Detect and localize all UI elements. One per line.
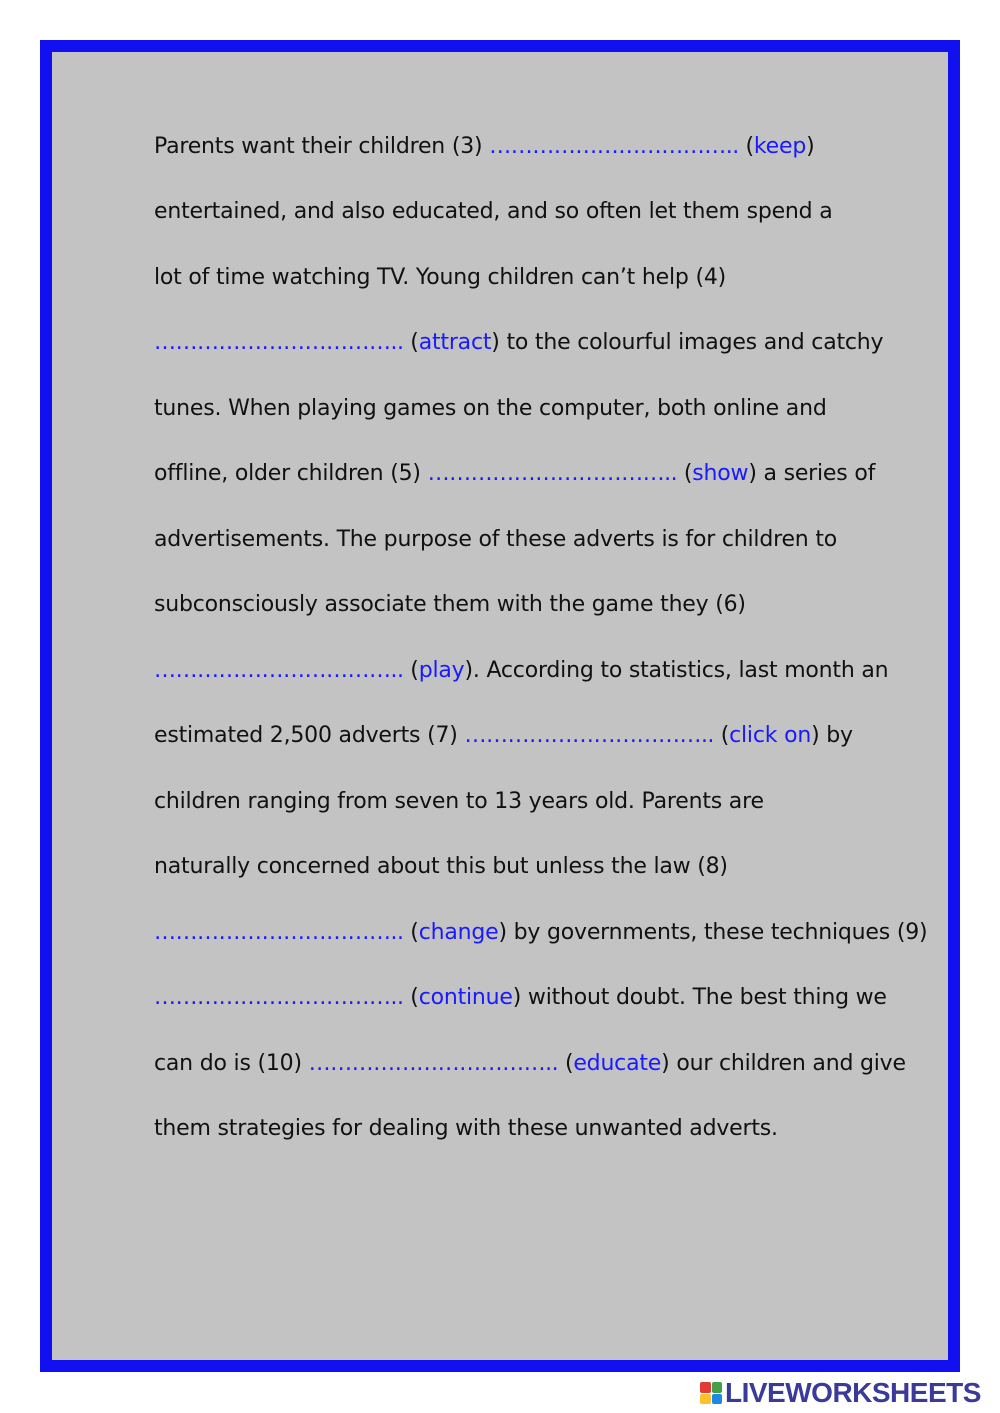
answer-blank-5[interactable]: …………………………….. <box>427 461 678 486</box>
verb-hint: show <box>692 461 749 486</box>
text-line-13: …………………………….. (change) by governments, these techniques (9) <box>154 920 928 945</box>
line-text: tunes. When playing games on the computer, both online and <box>154 396 827 421</box>
verb-hint: attract <box>418 330 492 355</box>
liveworksheets-logo <box>700 1376 981 1410</box>
text-line-11 <box>154 787 764 817</box>
line-text: ) by <box>811 723 853 748</box>
text-line-4: …………………………….. (attract) to the colourful images and catchy <box>154 330 884 355</box>
line-text: naturally concerned about this but unless the law (8) <box>154 854 728 879</box>
line-text: offline, older children (5) <box>154 461 428 486</box>
text-line-2 <box>154 197 833 227</box>
verb-hint: click on <box>729 723 812 748</box>
verb-hint: play <box>418 658 465 683</box>
line-text: ). According to statistics, last month an <box>464 658 889 683</box>
text-line-9: …………………………….. (play). According to statistics, last month an <box>154 658 889 683</box>
line-text: advertisements. The purpose of these adverts is for children to <box>154 527 838 552</box>
verb-hint: keep <box>753 134 807 159</box>
text-line-6: offline, older children (5) …………………………….. (show) a series of <box>154 461 876 486</box>
logo-text: LIVEWORKSHEETS <box>725 1377 981 1408</box>
line-text: can do is (10) <box>154 1051 309 1076</box>
answer-blank-10[interactable]: …………………………….. <box>308 1051 559 1076</box>
text-line-1: Parents want their children (3) …………………………….. (keep) <box>154 134 815 159</box>
line-text: subconsciously associate them with the game they (6) <box>154 592 746 617</box>
text-line-10: estimated 2,500 adverts (7) …………………………….. (click on) by <box>154 723 853 748</box>
line-text: ) by governments, these techniques (9) <box>498 920 928 945</box>
liveworksheets-logo-icon <box>700 1382 722 1404</box>
answer-blank-4[interactable]: …………………………….. <box>154 330 404 355</box>
line-text: ) to the colourful images and catchy <box>491 330 884 355</box>
line-text: estimated 2,500 adverts (7) <box>154 723 465 748</box>
line-text: ) <box>806 134 815 159</box>
text-line-7 <box>154 525 837 555</box>
line-text: entertained, and also educated, and so often let them spend a <box>154 199 833 224</box>
worksheet-panel <box>52 52 948 1360</box>
text-line-14: …………………………….. (continue) without doubt. The best thing we <box>154 985 887 1010</box>
verb-hint: continue <box>418 985 513 1010</box>
text-line-15: can do is (10) …………………………….. (educate) our children and give <box>154 1051 906 1076</box>
answer-blank-6[interactable]: …………………………….. <box>154 658 404 683</box>
line-text: ) without doubt. The best thing we <box>512 985 887 1010</box>
answer-blank-8[interactable]: …………………………….. <box>154 920 404 945</box>
text-line-12 <box>154 852 728 882</box>
line-text: ) a series of <box>748 461 876 486</box>
line-text: lot of time watching TV. Young children can’t help (4) <box>154 265 727 290</box>
line-text: ) our children and give <box>661 1051 906 1076</box>
answer-blank-7[interactable]: …………………………….. <box>464 723 714 748</box>
verb-hint: educate <box>573 1051 662 1076</box>
verb-hint: change <box>418 920 499 945</box>
text-line-16 <box>154 1114 778 1144</box>
worksheet-border <box>40 40 960 1372</box>
answer-blank-9[interactable]: …………………………….. <box>154 985 404 1010</box>
text-line-8 <box>154 590 746 620</box>
line-text: children ranging from seven to 13 years old. Parents are <box>154 789 764 814</box>
line-text: them strategies for dealing with these unwanted adverts. <box>154 1116 778 1141</box>
text-line-3 <box>154 263 726 293</box>
text-line-5 <box>154 394 827 424</box>
line-text: Parents want their children (3) <box>154 134 490 159</box>
answer-blank-3[interactable]: …………………………….. <box>489 134 739 159</box>
